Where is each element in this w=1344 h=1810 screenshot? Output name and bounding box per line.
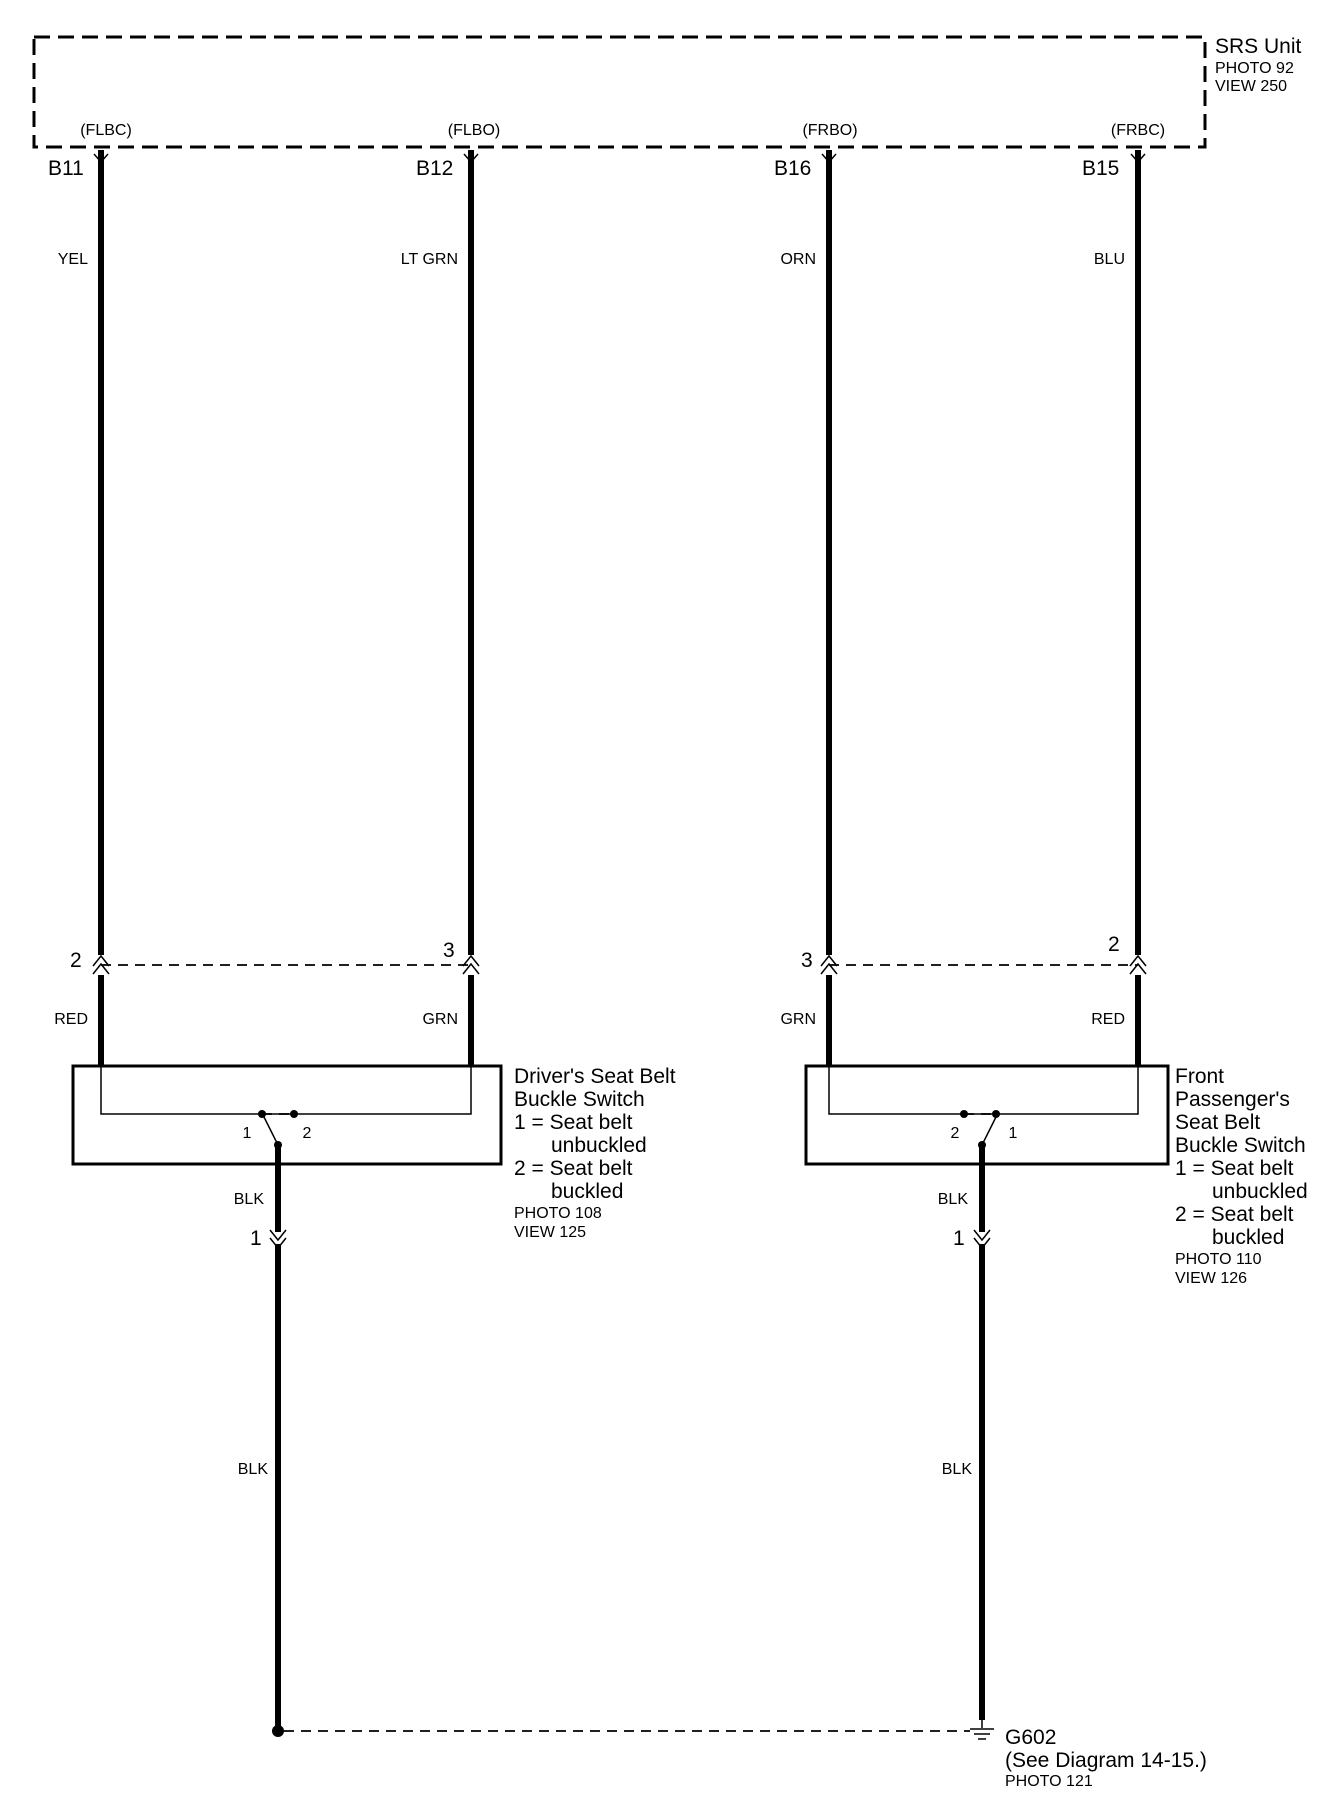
terminal-pin-b11: B11 <box>48 157 84 180</box>
passenger-out-color: BLK <box>937 1191 968 1208</box>
driver-switch-state1: 1 = Seat belt <box>514 1111 633 1134</box>
driver-switch-blade <box>264 1117 278 1145</box>
passenger-switch-title-4: Buckle Switch <box>1175 1134 1306 1157</box>
driver-switch-state2b: buckled <box>551 1180 624 1203</box>
wire-label-orn: ORN <box>780 251 816 268</box>
passenger-switch-label-2: 2 <box>950 1125 960 1142</box>
ground-id: G602 <box>1005 1726 1057 1749</box>
passenger-switch-photo: PHOTO 110 <box>1175 1251 1262 1268</box>
driver-switch-internal-wire <box>101 1066 471 1114</box>
passenger-switch-label-1: 1 <box>1008 1125 1018 1142</box>
ground-note: (See Diagram 14-15.) <box>1005 1749 1207 1772</box>
srs-unit-photo: PHOTO 92 <box>1215 60 1294 77</box>
driver-switch-view: VIEW 125 <box>514 1224 587 1241</box>
ground-photo: PHOTO 121 <box>1005 1773 1093 1790</box>
terminal-signal-frbc: (FRBC) <box>1110 122 1166 139</box>
connector-chevron-pass-2 <box>1130 956 1146 974</box>
driver-connector-pin-3: 3 <box>443 939 455 962</box>
driver-switch-title-2: Buckle Switch <box>514 1088 645 1111</box>
passenger-switch-title-2: Passenger's <box>1175 1088 1290 1111</box>
passenger-switch-state1: 1 = Seat belt <box>1175 1157 1294 1180</box>
passenger-switch-state1b: unbuckled <box>1212 1180 1308 1203</box>
terminal-signal-flbc: (FLBC) <box>80 122 132 139</box>
passenger-switch-title-1: Front <box>1175 1065 1225 1088</box>
passenger-switch-internal-wire <box>829 1066 1138 1114</box>
wire-label-yel: YEL <box>57 251 88 268</box>
driver-out-color: BLK <box>233 1191 264 1208</box>
passenger-switch-view: VIEW 126 <box>1175 1270 1248 1287</box>
srs-unit-label: SRS Unit <box>1215 35 1302 58</box>
passenger-ground-wire-color: BLK <box>941 1461 972 1478</box>
driver-switch-photo: PHOTO 108 <box>514 1205 602 1222</box>
driver-ground-junction <box>272 1725 284 1737</box>
ground-icon <box>970 1720 994 1739</box>
driver-out-pin: 1 <box>250 1227 262 1250</box>
passenger-connector-pin-3: 3 <box>801 949 813 972</box>
driver-connector-pin-2: 2 <box>70 949 82 972</box>
passenger-switch-contact-1 <box>992 1110 1000 1118</box>
srs-unit-view: VIEW 250 <box>1215 78 1288 95</box>
passenger-switch-blade <box>982 1117 996 1145</box>
passenger-switch-box <box>806 1066 1168 1164</box>
passenger-switch-title-3: Seat Belt <box>1175 1111 1261 1134</box>
wire-label-lt-grn: LT GRN <box>400 251 458 268</box>
wire-label-red-passenger: RED <box>1091 1011 1125 1028</box>
driver-switch-label-1: 1 <box>242 1125 252 1142</box>
passenger-out-pin: 1 <box>953 1227 965 1250</box>
srs-unit-box <box>34 37 1205 147</box>
terminal-pin-b16: B16 <box>774 157 812 180</box>
driver-switch-state1b: unbuckled <box>551 1134 647 1157</box>
terminal-signal-frbo: (FRBO) <box>802 122 858 139</box>
driver-switch-label-2: 2 <box>302 1125 312 1142</box>
passenger-switch-state2: 2 = Seat belt <box>1175 1203 1294 1226</box>
driver-switch-title-1: Driver's Seat Belt <box>514 1065 676 1088</box>
terminal-pin-b15: B15 <box>1082 157 1120 180</box>
driver-ground-wire-color: BLK <box>237 1461 268 1478</box>
wire-label-blu: BLU <box>1093 251 1125 268</box>
driver-switch-contact-2 <box>290 1110 298 1118</box>
passenger-connector-pin-2: 2 <box>1108 933 1120 956</box>
driver-switch-box <box>73 1066 501 1164</box>
wire-label-grn-passenger: GRN <box>780 1011 816 1028</box>
driver-switch-state2: 2 = Seat belt <box>514 1157 633 1180</box>
terminal-pin-b12: B12 <box>416 157 454 180</box>
passenger-switch-state2b: buckled <box>1212 1226 1285 1249</box>
wire-label-grn-driver: GRN <box>422 1011 458 1028</box>
wire-label-red-driver: RED <box>54 1011 88 1028</box>
terminal-signal-flbo: (FLBO) <box>447 122 501 139</box>
